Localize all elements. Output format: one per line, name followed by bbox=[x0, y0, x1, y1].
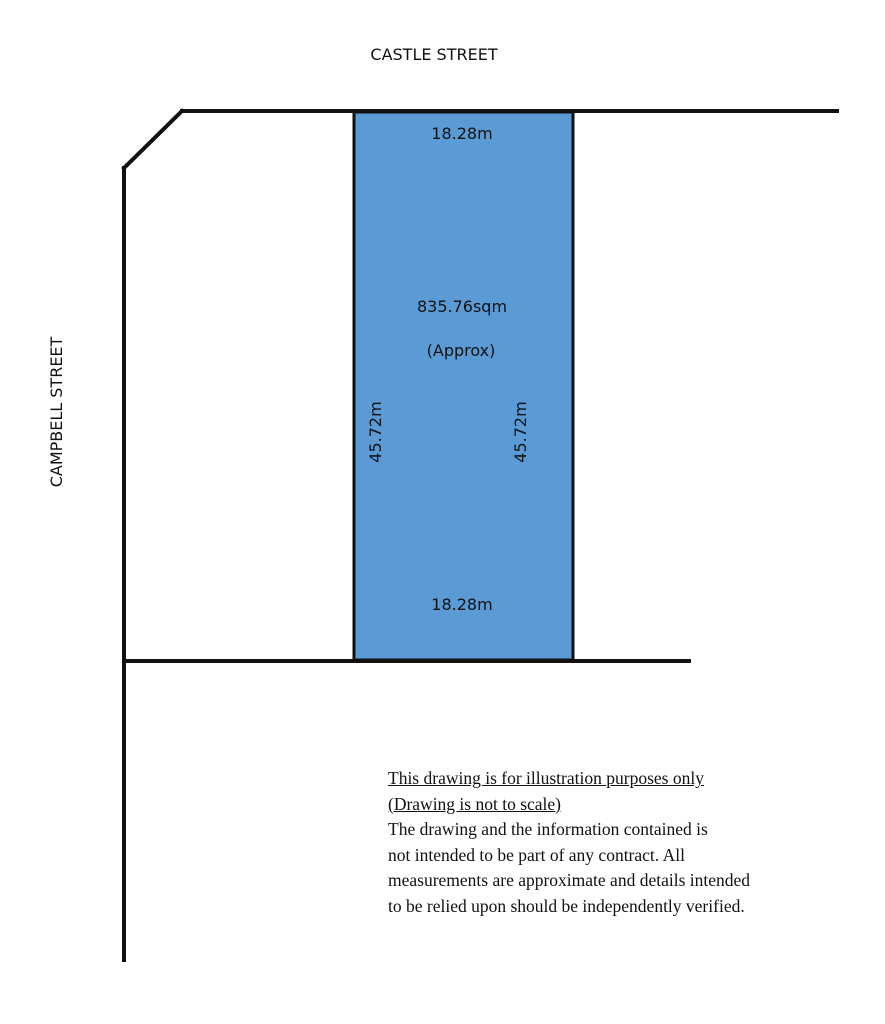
campbell-street-label: CAMPBELL STREET bbox=[47, 336, 66, 488]
left-depth-label: 45.72m bbox=[366, 401, 385, 463]
disclaimer-heading-2: (Drawing is not to scale) bbox=[388, 793, 562, 814]
lot-parcel bbox=[354, 112, 573, 660]
corner-splay-line bbox=[124, 111, 182, 168]
lot-area-note: (Approx) bbox=[426, 341, 496, 360]
disclaimer-heading-1: This drawing is for illustration purposes only bbox=[388, 768, 704, 788]
castle-street-label: CASTLE STREET bbox=[370, 45, 498, 64]
disclaimer-line: measurements are approximate and details intended bbox=[388, 870, 751, 890]
top-frontage-label: 18.28m bbox=[431, 124, 493, 143]
bottom-frontage-label: 18.28m bbox=[431, 595, 493, 614]
disclaimer-line: The drawing and the information contained is bbox=[388, 819, 708, 839]
lot-area-label: 835.76sqm bbox=[416, 297, 508, 316]
right-depth-label: 45.72m bbox=[511, 401, 530, 463]
disclaimer-block bbox=[388, 766, 858, 919]
disclaimer-line: to be relied upon should be independently verified. bbox=[388, 895, 745, 916]
disclaimer-line: not intended to be part of any contract. All bbox=[388, 844, 685, 865]
